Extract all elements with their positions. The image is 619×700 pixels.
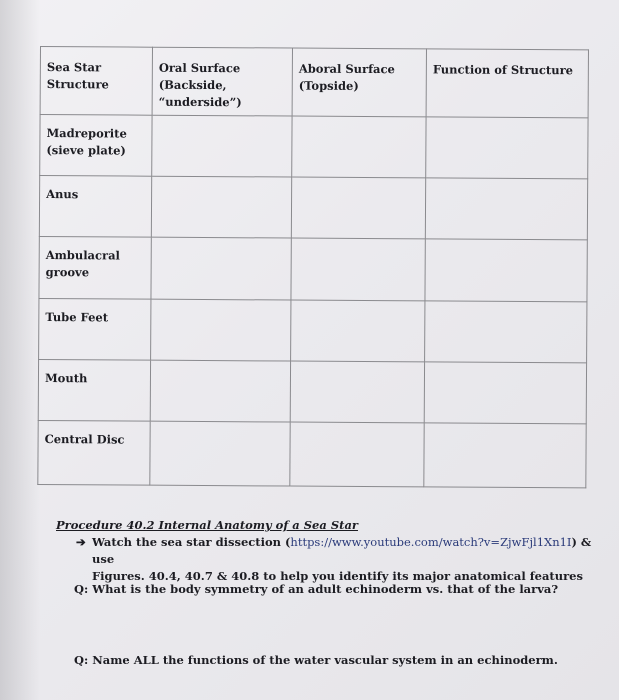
question-symmetry: Q: What is the body symmetry of an adult echinoderm vs. that of the larva? xyxy=(74,582,559,596)
answer-cell[interactable] xyxy=(292,116,426,178)
answer-cell[interactable] xyxy=(424,362,586,424)
answer-cell[interactable] xyxy=(150,360,290,422)
answer-cell[interactable] xyxy=(290,361,424,423)
table-header-row xyxy=(40,47,588,118)
answer-cell[interactable] xyxy=(426,117,588,179)
procedure-instruction xyxy=(74,534,596,568)
row-label-ambulacral-groove: Ambulacral groove xyxy=(39,236,151,299)
header-function: Function of Structure xyxy=(426,49,588,118)
answer-cell[interactable] xyxy=(151,176,291,238)
question-water-vascular: Q: Name ALL the functions of the water vascular system in an echinoderm. xyxy=(74,653,558,667)
row-label-tube-feet: Tube Feet xyxy=(39,298,151,360)
answer-cell[interactable] xyxy=(152,115,292,177)
header-structure: Sea Star Structure xyxy=(40,47,152,116)
row-label-central-disc: Central Disc xyxy=(38,420,150,485)
answer-cell[interactable] xyxy=(425,178,587,240)
row-label-mouth: Mouth xyxy=(38,359,150,421)
answer-cell[interactable] xyxy=(151,237,291,300)
table-row xyxy=(40,115,588,179)
instruction-text-end: ) & use xyxy=(92,535,592,566)
table-row xyxy=(39,176,587,240)
header-oral-surface: Oral Surface (Backside, “underside”) xyxy=(152,47,292,116)
answer-cell[interactable] xyxy=(291,177,425,239)
instruction-text-start: Watch the sea star dissection ( xyxy=(92,535,291,549)
procedure-title: Procedure 40.2 Internal Anatomy of a Sea Star xyxy=(56,518,358,532)
answer-cell[interactable] xyxy=(291,300,425,362)
table-row xyxy=(38,420,586,487)
answer-cell[interactable] xyxy=(425,239,587,302)
procedure-section xyxy=(56,517,596,585)
header-aboral-surface: Aboral Surface (Topside) xyxy=(292,48,426,117)
table-row xyxy=(39,298,587,362)
table-row xyxy=(38,359,586,423)
table-row xyxy=(39,236,587,301)
answer-cell[interactable] xyxy=(424,423,586,488)
answer-cell[interactable] xyxy=(290,422,424,487)
answer-cell[interactable] xyxy=(425,301,587,363)
answer-cell[interactable] xyxy=(150,421,290,486)
row-label-anus: Anus xyxy=(39,176,151,238)
video-link[interactable]: https://www.youtube.com/watch?v=ZjwFjl1Xn1I xyxy=(290,535,572,549)
sea-star-structure-table xyxy=(37,46,589,488)
arrow-icon: ➔ xyxy=(76,535,86,549)
page-shadow xyxy=(0,0,40,700)
procedure-instruction-line2: Figures. 40.4, 40.7 & 40.8 to help you identify its major anatomical features xyxy=(92,569,583,583)
answer-cell[interactable] xyxy=(151,299,291,361)
answer-cell[interactable] xyxy=(291,238,425,301)
row-label-madreporite: Madreporite (sieve plate) xyxy=(40,115,152,177)
